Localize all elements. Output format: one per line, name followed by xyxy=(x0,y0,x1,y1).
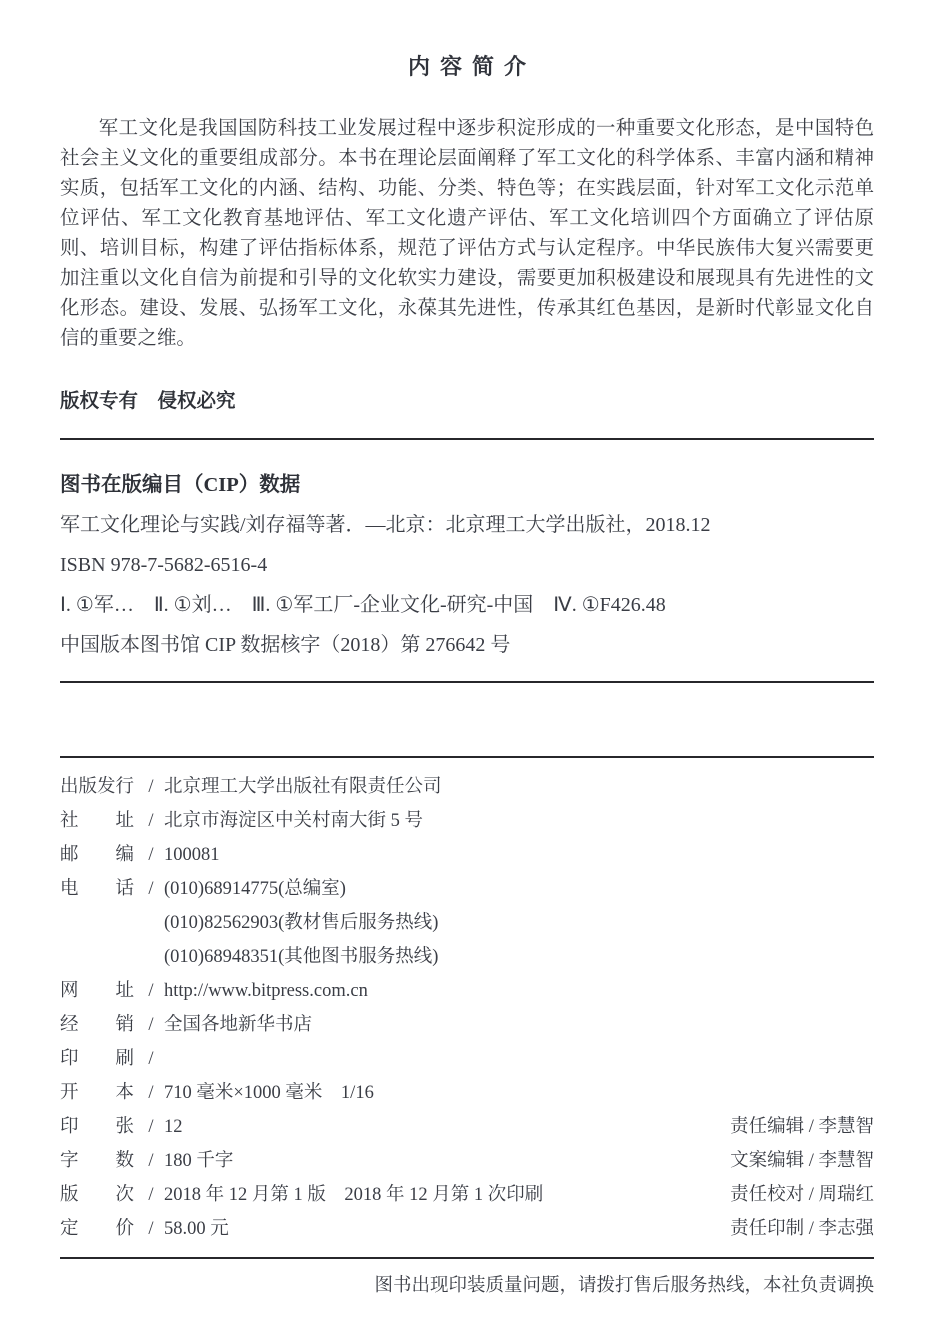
colophon-value: (010)68948351(其他图书服务热线) xyxy=(164,947,439,967)
colophon-separator: / xyxy=(148,879,154,899)
colophon-separator: / xyxy=(148,1117,154,1137)
colophon-separator: / xyxy=(148,1151,154,1171)
colophon-value: 12 xyxy=(164,1117,183,1137)
colophon-label: 字 数 xyxy=(60,1151,135,1171)
colophon-row xyxy=(60,1076,874,1110)
colophon-value: 100081 xyxy=(164,845,220,865)
intro-paragraph: 军工文化是我国国防科技工业发展过程中逐步积淀形成的一种重要文化形态，是中国特色社会主义文化的重要组成部分。本书在理论层面阐释了军工文化的科学体系、丰富内涵和精神实质，包括军工文化的内涵、结构、功能、分类、特色等；在实践层面，针对军工文化示范单位评估、军工文化教育基地评估、军工文化遗产评估、军工文化培训四个方面确立了评估原则、培训目标，构建了评估指标体系，规范了评估方式与认定程序。中华民族伟大复兴需要更加注重以文化自信为前提和引导的文化软实力建设，需要更加积极建设和展现具有先进性的文化形态。建设、发展、弘扬军工文化，永葆其先进性，传承其红色基因，是新时代彰显文化自信的重要之维。 xyxy=(60,118,874,349)
colophon-staff-credit: 文案编辑 / 李慧智 xyxy=(730,1151,874,1171)
page-title: 内容简介 xyxy=(407,54,536,79)
colophon-separator: / xyxy=(148,981,154,1001)
cip-isbn-line: ISBN 978-7-5682-6516-4 xyxy=(60,554,268,576)
colophon-separator: / xyxy=(148,1185,154,1205)
colophon-row xyxy=(60,1042,874,1076)
colophon-separator: / xyxy=(148,845,154,865)
cip-lines xyxy=(60,505,874,665)
colophon-row xyxy=(60,1212,874,1246)
cip-record-line: 中国版本图书馆 CIP 数据核字（2018）第 276642 号 xyxy=(60,634,511,656)
colophon-label: 开 本 xyxy=(60,1083,135,1103)
colophon-value: 180 千字 xyxy=(164,1151,234,1171)
colophon-row xyxy=(60,804,874,838)
colophon-label: 定 价 xyxy=(60,1219,135,1239)
colophon-separator: / xyxy=(148,777,154,797)
colophon-row xyxy=(60,1178,874,1212)
colophon-row xyxy=(60,906,874,940)
colophon-separator xyxy=(138,940,164,974)
colophon-staff-credit: 责任编辑 / 李慧智 xyxy=(730,1117,874,1137)
colophon-label xyxy=(60,940,138,974)
colophon-separator: / xyxy=(148,1083,154,1103)
colophon-value: 北京理工大学出版社有限责任公司 xyxy=(164,777,442,797)
colophon-value: 北京市海淀区中关村南大街 5 号 xyxy=(164,811,424,831)
colophon-value: (010)68914775(总编室) xyxy=(164,879,346,899)
colophon-label: 出版发行 xyxy=(60,777,135,797)
colophon-label: 印 刷 xyxy=(60,1049,135,1069)
colophon-row xyxy=(60,770,874,804)
colophon-label: 邮 编 xyxy=(60,845,135,865)
cip-title-line: 军工文化理论与实践/刘存福等著．—北京：北京理工大学出版社，2018.12 xyxy=(60,514,711,536)
colophon-value: 710 毫米×1000 毫米 1/16 xyxy=(164,1083,374,1103)
colophon-row xyxy=(60,1110,874,1144)
colophon-row xyxy=(60,1144,874,1178)
colophon-row xyxy=(60,1008,874,1042)
colophon-label: 社 址 xyxy=(60,811,135,831)
colophon-label: 版 次 xyxy=(60,1185,135,1205)
colophon-staff-credit: 责任校对 / 周瑞红 xyxy=(730,1185,874,1205)
colophon-value: 58.00 元 xyxy=(164,1219,229,1239)
footer-service-note: 图书出现印装质量问题，请拨打售后服务热线，本社负责调换 xyxy=(374,1276,874,1296)
colophon-separator: / xyxy=(148,1049,154,1069)
colophon-row xyxy=(60,838,874,872)
divider-colophon-top xyxy=(60,756,874,758)
colophon-separator xyxy=(138,906,164,940)
colophon-row xyxy=(60,940,874,974)
colophon-label: 网 址 xyxy=(60,981,135,1001)
colophon-value: (010)82562903(教材售后服务热线) xyxy=(164,913,439,933)
colophon-row xyxy=(60,872,874,906)
copyright-notice: 版权专有 侵权必究 xyxy=(60,391,236,412)
divider-cip-bottom xyxy=(60,681,874,683)
colophon-label: 印 张 xyxy=(60,1117,135,1137)
divider-bottom xyxy=(60,1257,874,1259)
colophon-value: http://www.bitpress.com.cn xyxy=(164,981,368,1001)
cip-heading: 图书在版编目（CIP）数据 xyxy=(60,474,301,496)
divider-top xyxy=(60,438,874,440)
colophon-label: 电 话 xyxy=(60,879,135,899)
cip-section xyxy=(60,472,874,665)
cip-classification-line: Ⅰ. ①军… Ⅱ. ①刘… Ⅲ. ①军工厂-企业文化-研究-中国 Ⅳ. ①F426.48 xyxy=(60,594,666,616)
colophon xyxy=(60,770,874,1246)
colophon-separator: / xyxy=(148,811,154,831)
colophon-value: 全国各地新华书店 xyxy=(164,1015,313,1035)
colophon-label: 经 销 xyxy=(60,1015,135,1035)
colophon-row xyxy=(60,974,874,1008)
colophon-value: 2018 年 12 月第 1 版 2018 年 12 月第 1 次印刷 xyxy=(164,1185,544,1205)
colophon-staff-credit: 责任印制 / 李志强 xyxy=(730,1219,874,1239)
colophon-label xyxy=(60,906,138,940)
colophon-separator: / xyxy=(148,1015,154,1035)
colophon-separator: / xyxy=(148,1219,154,1239)
